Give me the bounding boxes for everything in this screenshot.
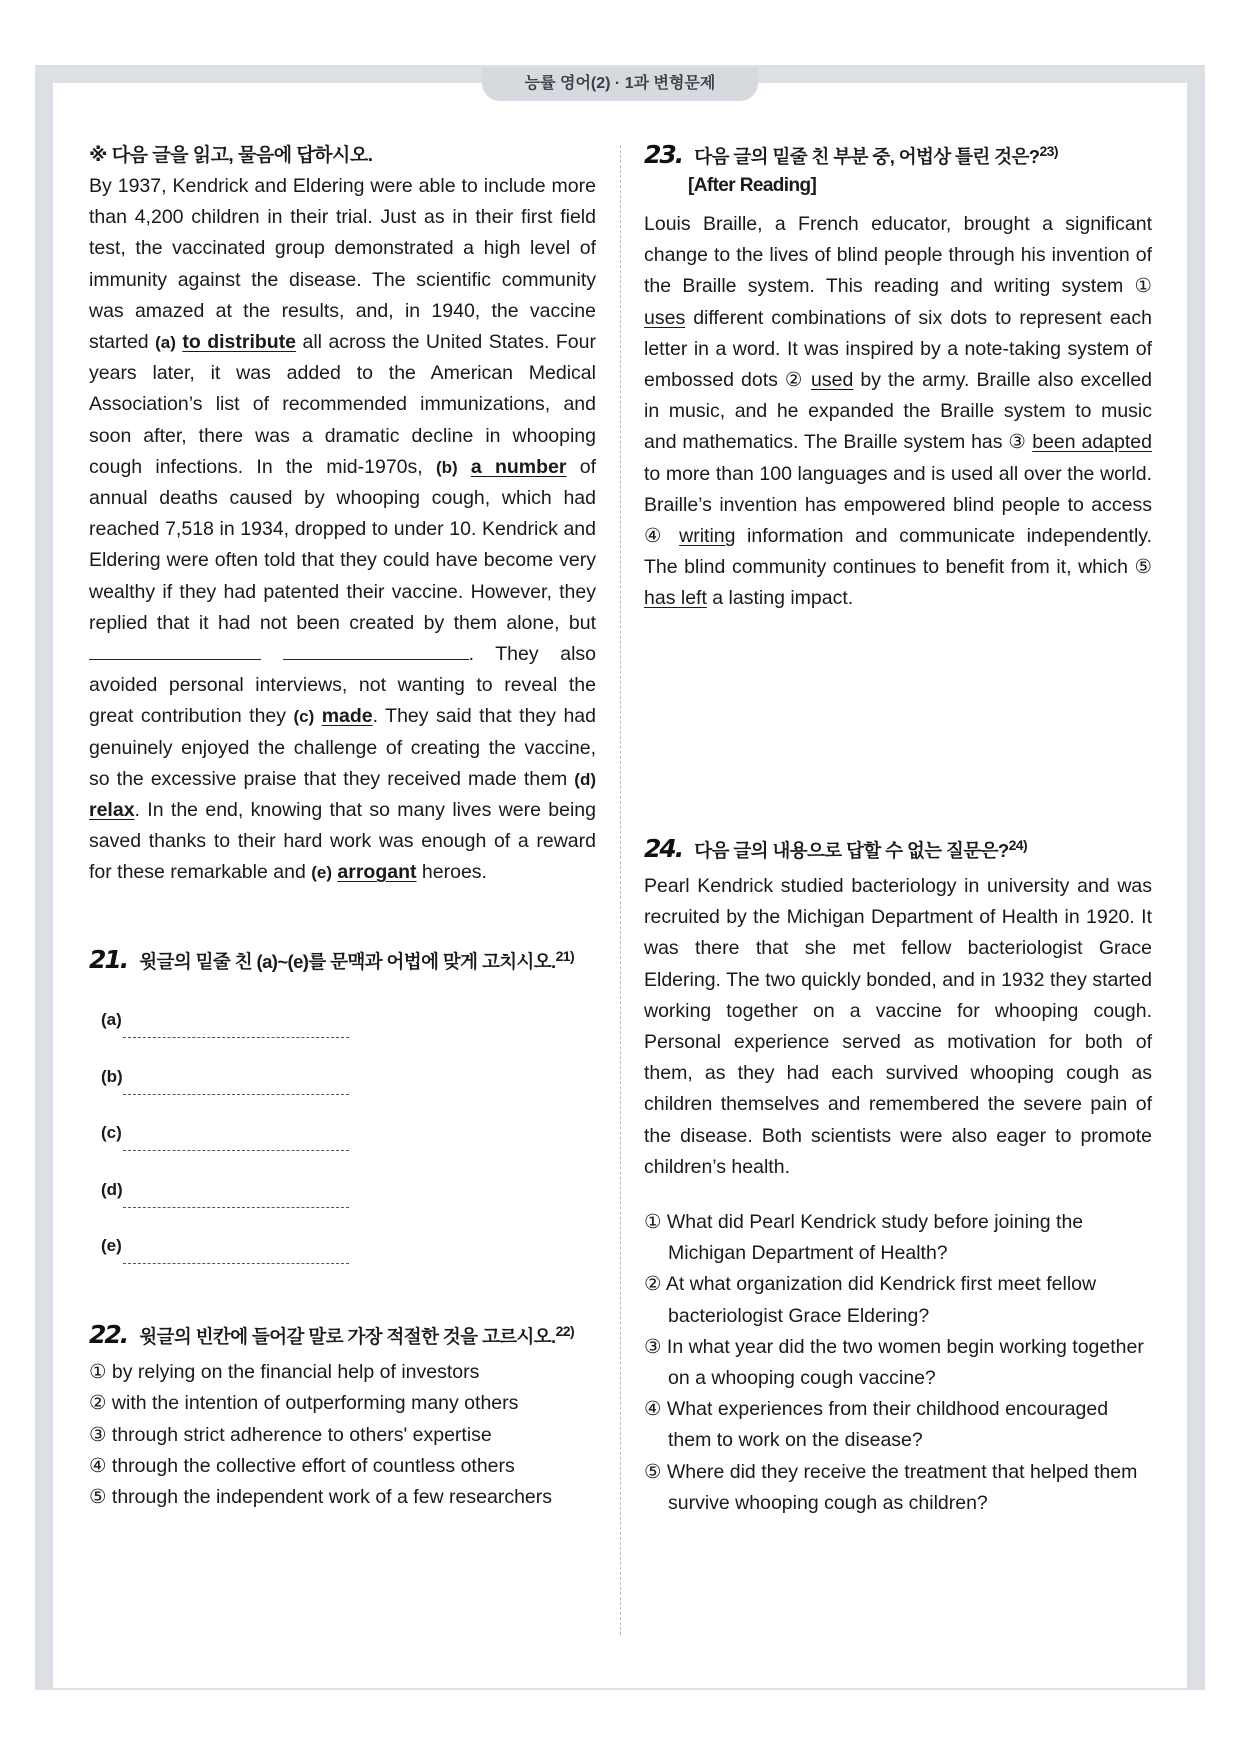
question-21-heading (89, 945, 596, 974)
underlined-a: to distribute (182, 331, 297, 354)
underlined-d: relax (89, 799, 135, 822)
question-24-heading (644, 834, 1152, 863)
page-header: 능률 영어(2) · 1과 변형문제 (482, 67, 758, 101)
footnote-ref: 23) (1039, 142, 1058, 159)
answer-blank[interactable] (123, 1072, 349, 1095)
underlined-e: arrogant (337, 861, 417, 884)
reading-passage (644, 209, 1152, 615)
question-text (694, 143, 1058, 169)
choice-3[interactable]: ③ through strict adherence to others' expertise (89, 1423, 492, 1446)
left-column (89, 140, 596, 1513)
answer-blank[interactable] (123, 1128, 349, 1151)
passage-text: Louis Braille, a French educator, brought a significant change to the lives of blind people through his invention of the Braille system. This reading and writing system ① (644, 213, 1152, 298)
footnote-ref: 22) (555, 1323, 575, 1340)
passage-text: information and communicate independently. The blind community continues to benefit from it, which ⑤ (644, 525, 1152, 579)
question-text (694, 837, 1027, 863)
instruction: ※ 다음 글을 읽고, 물음에 답하시오. (89, 145, 373, 166)
answer-label: (b) (101, 1066, 123, 1086)
answer-line-c[interactable] (101, 1087, 596, 1144)
answer-label: (e) (101, 1236, 122, 1256)
passage-text: of annual deaths caused by whooping cough, which had reached 7,518 in 1934, dropped to under 10. Kendrick and Eldering were often told that they could have become very wealthy if they had patented their vaccine. However, they replied that it had not been created by them alone, but (89, 455, 596, 634)
answer-blank[interactable] (123, 1015, 349, 1038)
question-text (139, 948, 574, 974)
answer-label: (d) (101, 1179, 123, 1199)
question-22-heading (89, 1320, 596, 1349)
underlined-1: uses (644, 306, 686, 329)
question-number: 23. (644, 140, 683, 169)
choice-3[interactable]: ③ In what year did the two women begin working together on a whooping cough vaccine? (644, 1335, 1144, 1390)
column-divider (620, 145, 621, 1635)
choice-list (89, 1357, 596, 1513)
question-number: 22. (89, 1320, 128, 1350)
footnote-ref: 24) (1008, 836, 1028, 853)
question-prompt: 다음 글의 밑줄 친 부분 중, 어법상 틀린 것은? (694, 146, 1040, 167)
label-a: (a) (155, 333, 176, 353)
passage-text: By 1937, Kendrick and Eldering were able to include more than 4,200 children in their trial. Just as in their first field test, the vaccinated group demonstrated a high level of immunity against the disease. The scientific community was amazed at the results, and, in 1940, the vaccine started (89, 175, 596, 354)
underlined-3: been adapted (1032, 431, 1152, 454)
passage-text: . They said that they had genuinely enjoyed the challenge of creating the vaccine, so the excessive praise that they received made them (89, 705, 596, 790)
choice-list (644, 1207, 1152, 1519)
label-e: (e) (311, 863, 332, 883)
underlined-c: made (321, 705, 373, 728)
passage-text: . They also avoided personal interviews, not wanting to reveal the great contribution they (89, 643, 596, 728)
right-column (644, 140, 1153, 1514)
choice-4[interactable]: ④ through the collective effort of countless others (89, 1454, 515, 1477)
passage-text: heroes. (416, 861, 487, 884)
answer-lines (89, 974, 596, 1257)
question-text (139, 1323, 574, 1349)
choice-2[interactable]: ② At what organization did Kendrick first meet fellow bacteriologist Grace Eldering? (644, 1273, 1097, 1327)
reading-passage (89, 171, 596, 889)
question-prompt: 윗글의 밑줄 친 (a)~(e)를 문맥과 어법에 맞게 고치시오. (139, 950, 556, 972)
reading-passage: Pearl Kendrick studied bacteriology in university and was recruited by the Michigan Department of Health in 1920. It was there that she met fellow bacteriologist Grace Eldering. The two quickly bonded, and in 1932 they started working together on a vaccine for whooping cough. Personal experience served as motivation for both of them, as they had each survived whooping cough as children themselves and remembered the severe pain of the disease. Both scientists were also eager to promote children’s health. (644, 875, 1152, 1178)
passage-text: a lasting impact. (706, 587, 854, 610)
question-number: 21. (89, 944, 128, 974)
underlined-b: a number (470, 455, 567, 478)
answer-line-d[interactable] (101, 1143, 596, 1200)
label-b: (b) (435, 457, 458, 477)
choice-4[interactable]: ④ What experiences from their childhood encouraged them to work on the disease? (644, 1398, 1109, 1452)
choice-1[interactable]: ① What did Pearl Kendrick study before joining the Michigan Department of Health? (644, 1211, 1084, 1265)
blank-line (283, 641, 469, 660)
question-24-block (644, 834, 1152, 1519)
question-23-heading (644, 140, 1152, 169)
underlined-4: writing (679, 525, 736, 548)
question-prompt: 다음 글의 내용으로 답할 수 없는 질문은? (694, 840, 1009, 861)
label-c: (c) (293, 707, 315, 727)
passage-text: different combinations of six dots to represent each letter in a word. It was inspired by a note-taking system of embossed dots ② (644, 306, 1152, 392)
answer-blank[interactable] (123, 1185, 349, 1208)
passage-text: . In the end, knowing that so many lives were being saved thanks to their hard work was enough of a reward for these remarkable and (89, 799, 596, 884)
choice-5[interactable]: ⑤ through the independent work of a few researchers (89, 1485, 553, 1508)
answer-label: (c) (101, 1123, 122, 1143)
answer-line-e[interactable] (101, 1200, 596, 1257)
question-prompt: 윗글의 빈칸에 들어갈 말로 가장 적절한 것을 고르시오. (139, 1326, 556, 1348)
label-d: (d) (574, 769, 596, 789)
underlined-2: used (811, 369, 854, 392)
answer-label: (a) (101, 1010, 122, 1030)
choice-1[interactable]: ① by relying on the financial help of investors (89, 1361, 480, 1384)
underlined-5: has left (644, 587, 707, 610)
answer-line-b[interactable] (101, 1030, 596, 1087)
choice-2[interactable]: ② with the intention of outperforming many others (89, 1392, 519, 1415)
footnote-ref: 21) (555, 947, 575, 964)
blank-line (89, 641, 261, 660)
passage-text: all across the United States. Four years later, it was added to the American Medical Association’s list of recommended immunizations, and soon after, there was a dramatic decline in whooping cough infections. In the mid-1970s, (89, 331, 596, 478)
answer-blank[interactable] (123, 1241, 349, 1264)
passage-text: by the army. Braille also excelled in music, and he expanded the Braille system to music and mathematics. The Braille system has ③ (644, 369, 1153, 454)
answer-line-a[interactable] (101, 974, 596, 1031)
question-number: 24. (644, 834, 683, 863)
choice-5[interactable]: ⑤ Where did they receive the treatment that helped them survive whooping cough as children? (644, 1460, 1138, 1514)
passage-text: to more than 100 languages and is used all over the world. Braille’s invention has empowered blind people to access ④ (644, 462, 1152, 548)
question-subtitle: [After Reading] (688, 175, 817, 196)
